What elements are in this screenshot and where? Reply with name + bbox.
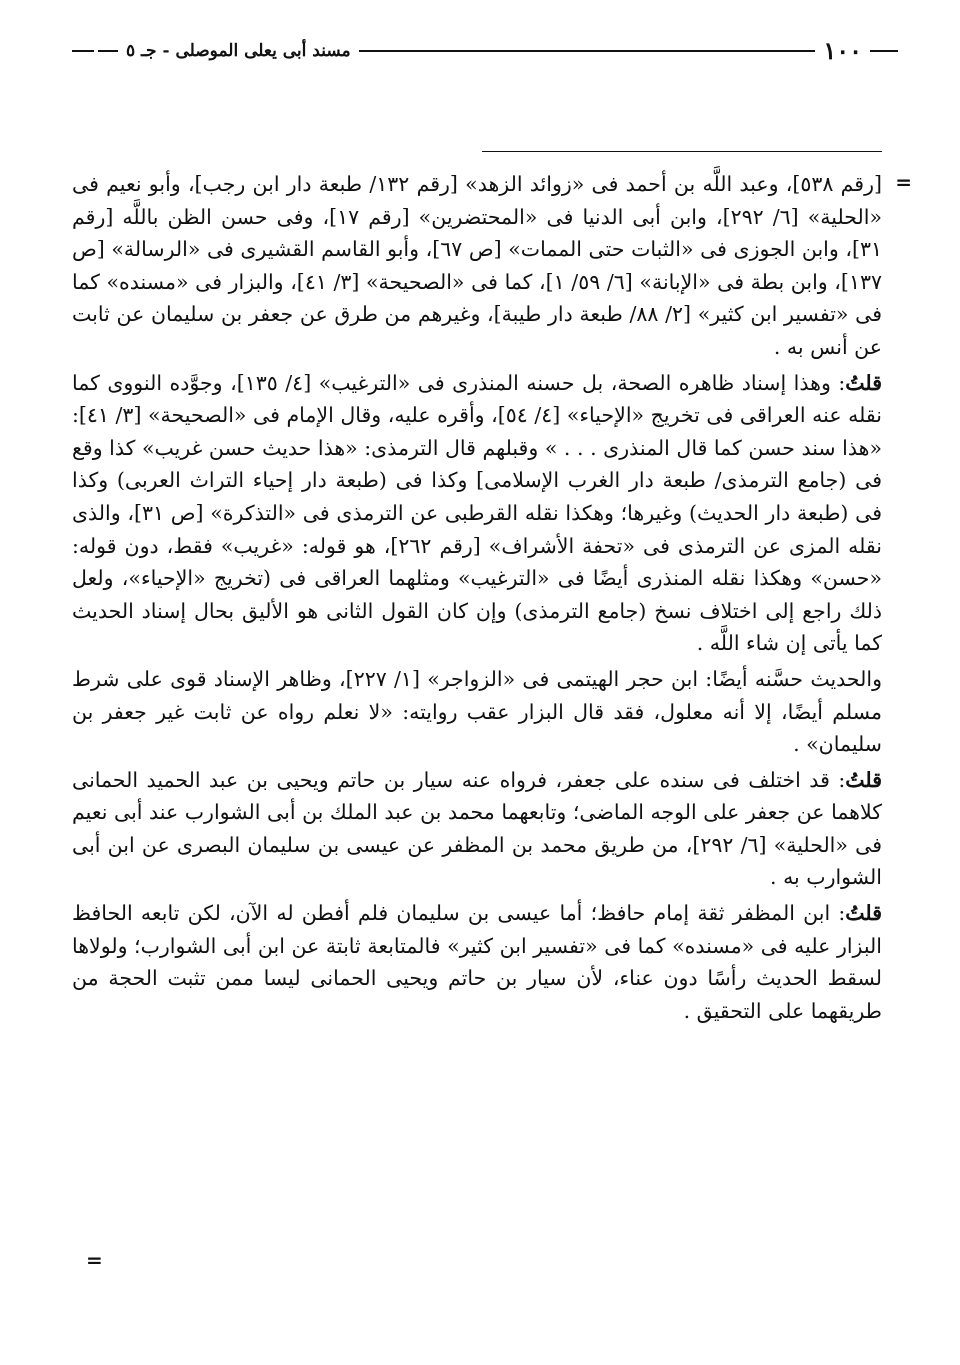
footnote-rule <box>482 151 882 152</box>
page-number: ١٠٠ <box>815 36 870 66</box>
paragraph-2 <box>72 367 882 660</box>
continuation-mark-top: = <box>895 170 912 194</box>
paragraph-text: : ابن المظفر ثقة إمام حافظ؛ أما عيسى بن سليمان فلم أفطن له الآن، لكن تابعه الحافظ البزار عليه فى «مسنده» كما فى «تفسير ابن كثير» فالمتابعة ثابتة عن ابن أبى الشوارب؛ ولولاها لسقط الحديث رأسًا دون عناء، لأن سيار بن حاتم ويحيى الحمانى ليسا ممن تثبت الحجة من طريقهما على التحقيق . <box>72 901 882 1023</box>
qultu-keyword: قلتُ <box>845 901 882 926</box>
qultu-keyword: قلتُ <box>845 370 882 395</box>
paragraph-4 <box>72 764 882 894</box>
paragraph-1 <box>72 168 882 364</box>
paragraph-text: والحديث حسَّنه أيضًا: ابن حجر الهيتمى فى «الزواجر» [١/ ٢٢٧]، وظاهر الإسناد قوى على شرط مسلم أيضًا، إلا أنه معلول، فقد قال البزار عقب روايته: «لا نعلم رواه عن ثابت غير جعفر بن سليمان» . <box>72 666 882 757</box>
footnote-body <box>72 168 882 1030</box>
running-title: مسند أبى يعلى الموصلى - جـ ٥ <box>118 36 359 66</box>
paragraph-text: : وهذا إسناد ظاهره الصحة، بل حسنه المنذرى فى «الترغيب» [٤/ ١٣٥]، وجوَّده النووى كما نقله عنه العراقى فى تخريج «الإحياء» [٤/ ٥٤]، وأقره عليه، وقال الإمام فى «الصحيحة» [٣/ ٤١]: «هذا سند حسن كما قال المنذرى . . . » وقبلهم قال الترمذى: «هذا حديث حسن غريب» كذا وقع فى (جامع الترمذى/ طبعة دار الغرب الإسلامى] وكذا فى (طبعة دار إحياء التراث العربى) وكذا فى (طبعة دار الحديث) وغيرها؛ وهكذا نقله القرطبى عن الترمذى فى «التذكرة» [ص ٣١]، والذى نقله المزى عن الترمذى فى «تحفة الأشراف» [رقم ٢٦٢]، هو قوله: «غريب» فقط، دون قوله: «حسن» وهكذا نقله المنذرى أيضًا فى «الترغيب» ومثلهما العراقى فى (تخريج «الإحياء»، ولعل ذلك راجع إلى اختلاف نسخ (جامع الترمذى) وإن كان القول الثانى هو الأليق بحال إسناد الحديث كما يأتى إن شاء اللَّه . <box>72 370 883 656</box>
paragraph-3 <box>72 663 882 761</box>
qultu-keyword: قلتُ <box>845 767 882 792</box>
header-end-dash <box>58 36 98 66</box>
continuation-mark-bottom: = <box>86 1248 103 1272</box>
page-header <box>58 36 898 66</box>
paragraph-text: [رقم ٥٣٨]، وعبد اللَّه بن أحمد فى «زوائد الزهد» [رقم ١٣٢/ طبعة دار ابن رجب]، وأبو نعيم فى «الحلية» [٦/ ٢٩٢]، وابن أبى الدنيا فى «المحتضرين» [رقم ١٧]، وفى حسن الظن باللَّه [رقم ٣١]، وابن الجوزى فى «الثبات حتى الممات» [ص ٦٧]، وأبو القاسم القشيرى فى «الرسالة» [ص ١٣٧]، وابن بطة فى «الإبانة» [٦/ ٥٩/ ١]، كما فى «الصحيحة» [٣/ ٤١]، والبزار فى «مسنده» كما فى «تفسير ابن كثير» [٢/ ٨٨/ طبعة دار طيبة]، وغيرهم من طرق عن جعفر بن سليمان عن ثابت عن أنس به . <box>72 172 882 359</box>
paragraph-5 <box>72 897 882 1027</box>
paragraph-text: : قد اختلف فى سنده على جعفر، فرواه عنه سيار بن حاتم ويحيى بن عبد الحميد الحمانى كلاهما عن جعفر على الوجه الماضى؛ وتابعهما محمد بن عبد الملك بن أبى الشوارب عند أبى نعيم فى «الحلية» [٦/ ٢٩٢]، من طريق محمد بن المظفر عن عيسى بن سليمان البصرى عن ابن أبى الشوارب به . <box>72 767 882 890</box>
